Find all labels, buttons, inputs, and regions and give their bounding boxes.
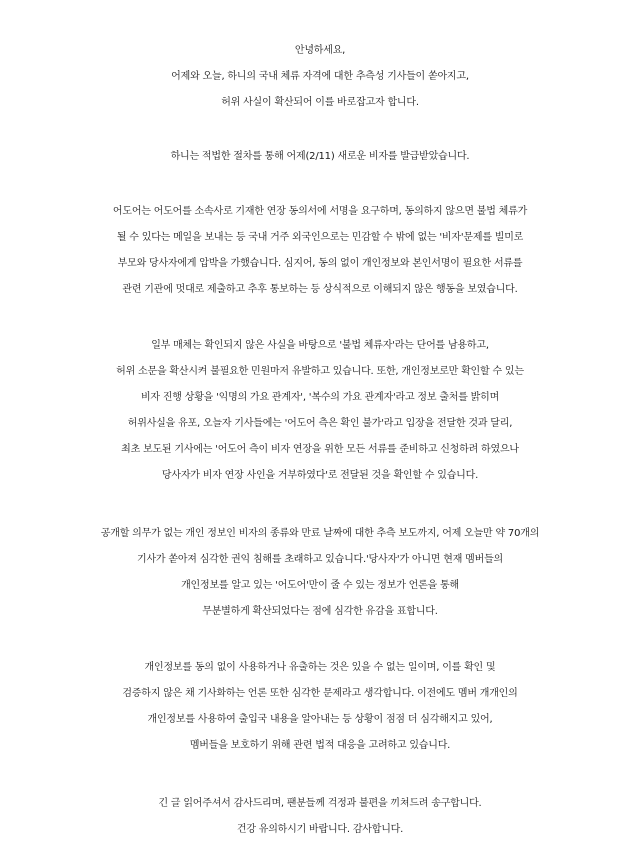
text-line: 건강 유의하시기 바랍니다. 감사합니다.	[236, 824, 404, 835]
greeting-paragraph	[0, 38, 640, 116]
text-line: 하니는 적법한 절차를 통해 어제(2/11) 새로운 비자를 발급받았습니다.	[170, 151, 470, 162]
text-line: 최초 보도된 기사에는 '어도어 측이 비자 연장을 위한 모든 서류를 준비하고 신청하려 하였으나	[121, 444, 519, 455]
text-line: 기사가 쏟아져 심각한 권익 침해를 초래하고 있습니다.'당사자'가 아니면 현재 멤버들의	[137, 554, 503, 565]
text-line: 될 수 있다는 메일을 보내는 등 국내 거주 외국인으로는 민감할 수 밖에 없는 '비자'문제를 빌미로	[116, 232, 524, 243]
text-line: 허위 사실이 확산되어 이를 바로잡고자 합니다.	[221, 97, 419, 108]
text-line: 무분별하게 확산되었다는 점에 심각한 유감을 표합니다.	[202, 606, 438, 617]
text-line: 개인정보를 동의 없이 사용하거나 유출하는 것은 있을 수 없는 일이며, 이를 확인 및	[144, 662, 496, 673]
text-line: 당사자가 비자 연장 사인을 거부하였다'로 전달된 것을 확인할 수 있습니다.	[161, 470, 479, 481]
text-line: 비자 진행 상황을 '익명의 가요 관계자', '복수의 가요 관계자'라고 정보 출처를 밝히며	[140, 392, 500, 403]
agency-pressure-paragraph	[0, 199, 640, 303]
text-line: 관련 기관에 멋대로 제출하고 추후 통보하는 등 상식적으로 이해되지 않은 행동을 보였습니다.	[122, 284, 518, 295]
text-line: 안녕하세요,	[294, 45, 346, 56]
media-misreport-paragraph	[0, 333, 640, 489]
text-line: 어제와 오늘, 하니의 국내 체류 자격에 대한 추측성 기사들이 쏟아지고,	[171, 71, 469, 82]
text-line: 공개할 의무가 없는 개인 정보인 비자의 종류와 만료 날짜에 대한 추측 보도까지, 어제 오늘만 약 70개의	[100, 528, 540, 539]
visa-issued-paragraph	[0, 144, 640, 170]
text-line: 허위사실을 유포, 오늘자 기사들에는 '어도어 측은 확인 불가'라고 입장을 전달한 것과 달리,	[127, 418, 513, 429]
text-line: 어도어는 어도어를 소속사로 기재한 연장 동의서에 서명을 요구하며, 동의하지 않으면 불법 체류가	[112, 206, 528, 217]
text-line: 개인정보를 사용하여 출입국 내용을 알아내는 등 상황이 점점 더 심각해지고 있어,	[147, 714, 493, 725]
text-line: 검증하지 않은 채 기사화하는 언론 또한 심각한 문제라고 생각합니다. 이전에도 멤버 개개인의	[122, 688, 518, 699]
closing-paragraph	[0, 791, 640, 843]
text-line: 멤버들을 보호하기 위해 관련 법적 대응을 고려하고 있습니다.	[189, 740, 451, 751]
privacy-violation-paragraph	[0, 521, 640, 625]
text-line: 개인정보를 알고 있는 '어도어'만이 줄 수 있는 정보가 언론을 통해	[181, 580, 459, 591]
text-line: 긴 글 읽어주셔서 감사드리며, 팬분들께 걱정과 불편을 끼쳐드려 송구합니다.	[158, 798, 482, 809]
text-line: 일부 매체는 확인되지 않은 사실을 바탕으로 '불법 체류자'라는 단어를 남용하고,	[151, 340, 489, 351]
text-line: 허위 소문을 확산시켜 불필요한 민원마저 유발하고 있습니다. 또한, 개인정보로만 확인할 수 있는	[116, 366, 524, 377]
text-line: 부모와 당사자에게 압박을 가했습니다. 심지어, 동의 없이 개인정보와 본인서명이 필요한 서류를	[117, 258, 523, 269]
legal-action-paragraph	[0, 655, 640, 759]
